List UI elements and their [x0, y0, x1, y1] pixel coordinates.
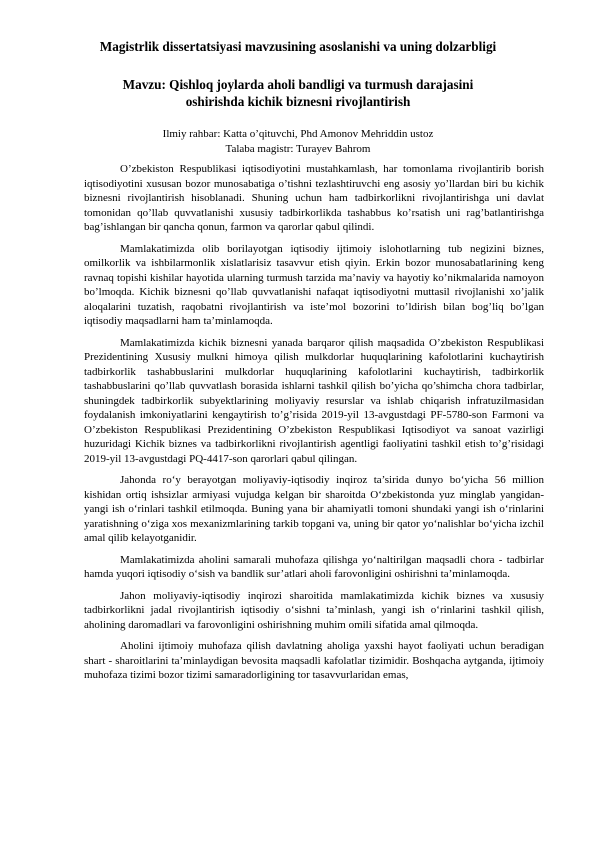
document-topic: Mavzu: Qishloq joylarda aholi bandligi va turmush darajasini oshirishda kichik biznesni rivojlantirish	[122, 77, 474, 109]
paragraph: Jahonda ro‘y berayotgan moliyaviy-iqtisodiy inqiroz ta’sirida dunyo bo‘yicha 56 million kishidan ortiq ishsizlar armiyasi vujudga kelgan bir sharoitda O‘zbekistonda yuz minglab yangidan-yangi ish o‘rinlari tashkil etilmoqda. Buning yana bir ahamiyatli tomoni shundaki yangi ish o‘rinlarini yaratishning o‘ziga xos mexanizmlarining tarkib topgani va, uning bir qator yo‘nalishlar bo‘yicha izchil amal qilib kelayotganidir.	[84, 474, 544, 544]
paragraph: Jahon moliyaviy-iqtisodiy inqirozi sharoitida mamlakatimizda kichik biznes va xususiy tadbirkorlikni jadal rivojlantirish iqtisodiy o‘sishni ta’minlash, yangi ish o‘rinlarini tashkil qilish, aholining daromadlari va farovonligini oshirishning muhim omili sifatida amal qilmoqda.	[84, 589, 544, 631]
student-line: Talaba magistr: Turayev Bahrom	[225, 143, 371, 155]
document-title: Magistrlik dissertatsiyasi mavzusining asoslanishi va uning dolzarbligi	[99, 39, 497, 54]
supervisor-line: Ilmiy rahbar: Katta o’qituvchi, Phd Amonov Mehriddin ustoz	[162, 128, 434, 140]
document-body	[84, 162, 544, 690]
paragraph: Mamlakatimizda kichik biznesni yanada barqaror qilish maqsadida O’zbekiston Respublikasi Prezidentining Xususiy mulkni himoya qilish mulkdorlar huquqlarining kafolotlarini kuchaytirish tadbirkorlik tashabbuslarini mulkdorlar huquqlarining kafolotlarini kuchaytirish, tadbirkorlik tashabbuslarini qo’llab quvvatlash borasida ishlarni tashkil qilish bo’yicha qo’shimcha chora tadbirlar, shuningdek tadbirkorlik subyektlarining moliyaviy resurslar va ishlab chiqarish infratuzilmasidan foydalanish imkoniyatlarini kengaytirish to’g’risida 2019-yil 13-avgustdagi PF-5780-son Farmoni va O’zbekiston Respublikasi Prezidentining O’zbekiston Respublikasi Iqtisodiyot va sanoat vazirligi huzuridagi Kichik biznes va tadbirkorlikni rivojlantirish agentligi faoliyatini tashkil etish to’g’risidagi 2019-yil 13-avgustdagi PQ-4417-son qarorlari qabul qilingan.	[84, 336, 544, 465]
paragraph: Mamlakatimizda aholini samarali muhofaza qilishga yo‘naltirilgan maqsadli chora - tadbirlar hamda yuqori iqtisodiy o‘sish va bandlik sur’atlari aholi farovonligini oshirishni ta’minlamoqda.	[84, 553, 544, 580]
paragraph: O’zbekiston Respublikasi iqtisodiyotini mustahkamlash, har tomonlama rivojlantirib borish iqtisodiyotini xususan bozor munosabatiga o’tishni tezlashtiruvchi eng asosiy yo’llardan biri bu kichik biznesni rivojlantirish hisoblanadi. Shuning uchun ham tadbirkorlikni rivojlantirishga uni davlat tomonidan qo’llab quvvatlanishi xususiy tadbirkorlikda tashabbus ko’rsatish uni rag’batlantirishga bag’ishlangan bir qancha qonun, farmon va qarorlar qabul qilindi.	[84, 163, 544, 233]
paragraph: Mamlakatimizda olib borilayotgan iqtisodiy ijtimoiy islohotlarning tub negizini biznes, omilkorlik va ishbilarmonlik xislatlarisiz tasavvur etish qiyin. Erkin bozor munosabatlarining keng ravnaq topishi kishilar hayotida ularning turmush tarzida ma’naviy va hayotiy ko’nikmalarida namoyon bo’lmoqda. Kichik biznesni qo’llab quvvatlanishi nafaqat iqtisodiyotni muttasil rivojlanishi xo’jalik aloqalarini tuzatish, raqobatni rivojlantirish va iste’mol bozorini to’ldirish bilan bog’liq bo’lgan iqtisodiy maqsadlarni ham ta’minlamoqda.	[84, 242, 544, 327]
paragraph: Aholini ijtimoiy muhofaza qilish davlatning aholiga yaxshi hayot faoliyati uchun beradigan shart - sharoitlarini ta’minlaydigan bevosita maqsadli kafolatlar tizimidir. Boshqacha aytganda, ijtimoiy muhofaza tizimi bozor tizimi samaradorligining tor tasavvurlaridan emas,	[84, 640, 544, 681]
